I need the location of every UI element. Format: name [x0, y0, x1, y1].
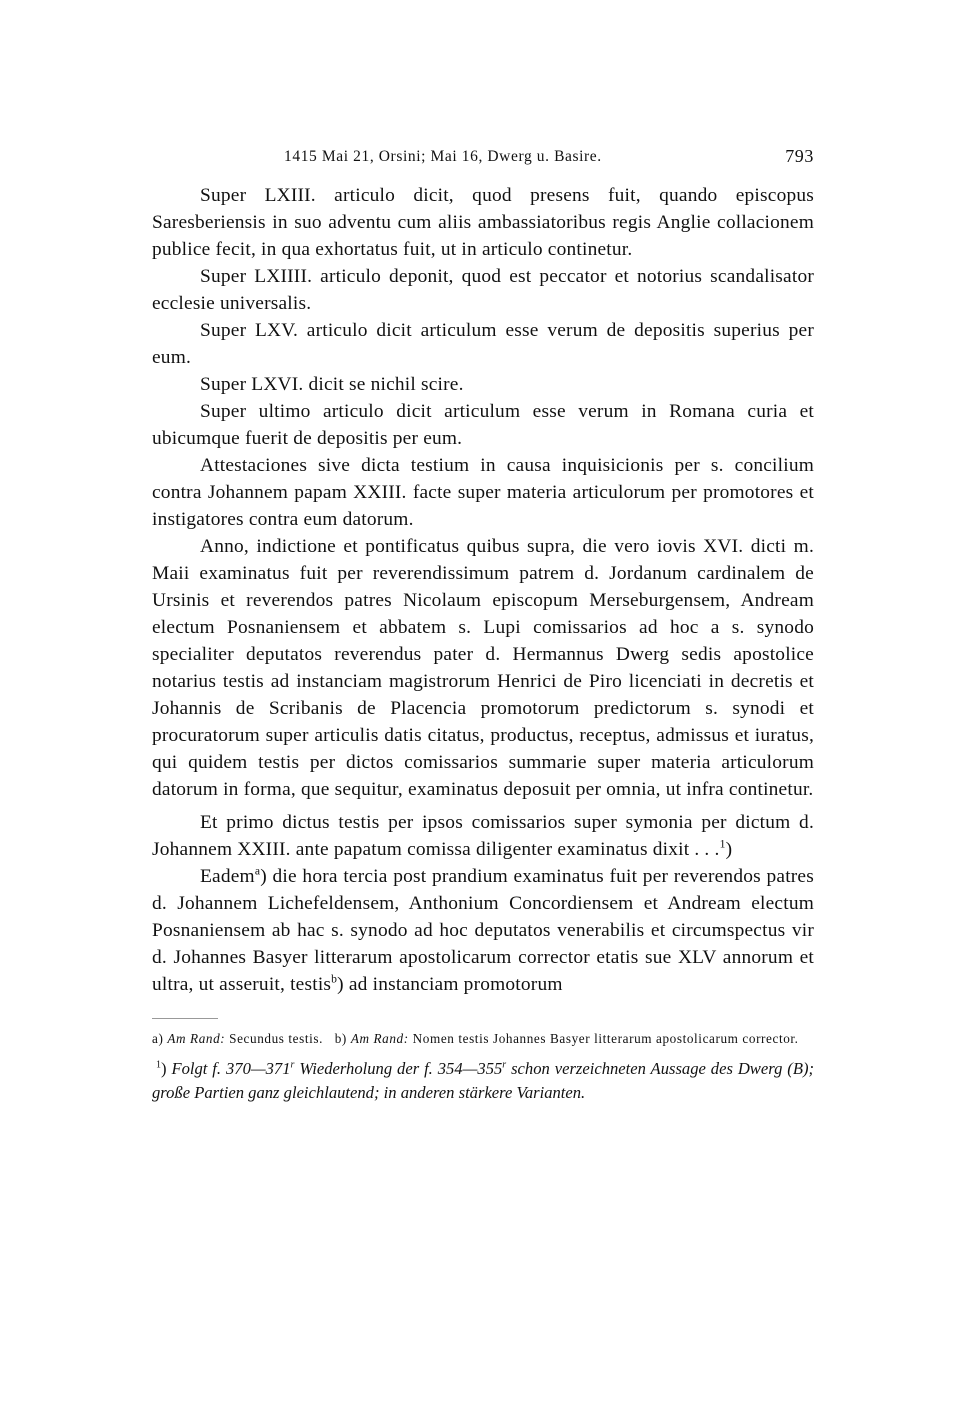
et-primo-text: Et primo dictus testis per ipsos comissarios super symonia per dictum d. Johannem XXIII. ante papatum comissa diligenter examinatus dixit . . . — [152, 812, 814, 860]
footnote-1 — [152, 1057, 814, 1105]
running-title: 1415 Mai 21, Orsini; Mai 16, Dwerg u. Basire. — [284, 148, 602, 165]
footnote-b-text: Nomen testis Johannes Basyer litterarum apostolicarum corrector. — [412, 1031, 799, 1046]
eadem-word: Eadem — [200, 866, 255, 887]
footnote-ref-1: 1 — [719, 837, 726, 851]
footnote-ab — [152, 1029, 814, 1049]
footnote-ref-a: a — [254, 864, 261, 878]
footnote-a-text: Secundus testis. — [229, 1031, 324, 1046]
footnote-divider — [152, 1018, 218, 1019]
footnote-b-rand: Am Rand: — [350, 1031, 409, 1046]
footnote-b-label: b) — [334, 1031, 347, 1046]
footnote-1-text-c: schon verzeichneten Aussage des Dwerg (B); große Partien ganz gleichlautend; in anderen stärkere Varianten. — [152, 1059, 815, 1102]
footnote-1-text-b: Wiederholung der f. 354—355 — [294, 1059, 503, 1078]
footnote-a-rand: Am Rand: — [167, 1031, 226, 1046]
paragraph-eadem — [152, 863, 814, 998]
eadem-text: ) die hora tercia post prandium examinatus fuit per reverendos patres d. Johannem Lichefeldensem, Anthonium Concordiensem et Andream electum Posnaniensem ab hac s. synodo ad hoc deputatos venerabilis et circumspectus vir d. Johannes Basyer litterarum apostolicarum corrector etatis sue XLV annorum et ultra, ut asseruit, testis — [152, 866, 814, 995]
footnote-1-paren: ) — [160, 1059, 167, 1078]
eadem-text-end: ) ad instanciam promotorum — [337, 974, 563, 995]
footnote-1-text-a: Folgt f. 370—371 — [171, 1059, 291, 1078]
footnote-ref-1-paren: ) — [725, 839, 733, 860]
page-header — [152, 142, 814, 172]
paragraph-lxv: Super LXV. articulo dicit articulum esse verum de depositis superius per eum. — [152, 320, 814, 368]
paragraph-lxiii: Super LXIII. articulo dicit, quod presens fuit, quando episcopus Saresberiensis in suo adventu cum aliis ambassiatoribus regis Anglie collacionem publice fecit, in qua exhortatus fuit, ut in articulo continetur. — [152, 185, 814, 260]
footnote-a-label: a) — [152, 1031, 164, 1046]
paragraph-lxvi: Super LXVI. dicit se nichil scire. — [200, 374, 464, 395]
page-number: 793 — [785, 146, 814, 166]
main-text — [152, 182, 814, 998]
paragraph-anno: Anno, indictione et pontificatus quibus supra, die vero iovis XVI. dicti m. Maii examinatus fuit per reverendissimum patrem d. Jordanum cardinalem de Ursinis et reverendos patres Nicolaum episcopum Merseburgensem, Andream electum Posnaniensem et abbatem s. Lupi comissarios ad hoc a s. synodo specialiter deputatos reverendus pater d. Hermannus Dwerg sedis apostolice notarius testis ad instanciam magistrorum Henrici de Piro licenciati in decretis et Johannis de Scribanis de Placencia promotorum predictorum s. synodi et procuratorum super articulis datis citatus, productus, receptus, admissus et iuratus, qui quidem testis per dictos comissarios summarie super materia articulorum datorum in forma, que sequitur, examinatus deposuit per omnia, ut infra continetur. — [152, 536, 814, 800]
paragraph-et-primo — [152, 809, 814, 863]
footnote-1-sup-v: r — [502, 1059, 507, 1071]
document-page — [152, 142, 814, 1105]
paragraph-attestaciones: Attestaciones sive dicta testium in causa inquisicionis per s. concilium contra Johannem papam XXIII. facte super materia articulorum per promotores et instigatores contra eum datorum. — [152, 455, 814, 530]
footnote-1-sup-r: r — [290, 1059, 295, 1071]
footnote-1-label: 1 — [156, 1059, 161, 1071]
paragraph-ultimo: Super ultimo articulo dicit articulum esse verum in Romana curia et ubicumque fuerit de depositis per eum. — [152, 401, 814, 449]
footnote-ref-b: b — [331, 972, 338, 986]
footnotes-numbered — [152, 1057, 814, 1105]
footnotes-letter — [152, 1029, 814, 1049]
paragraph-lxiiii: Super LXIIII. articulo deponit, quod est peccator et notorius scandalisator ecclesie universalis. — [152, 266, 814, 314]
